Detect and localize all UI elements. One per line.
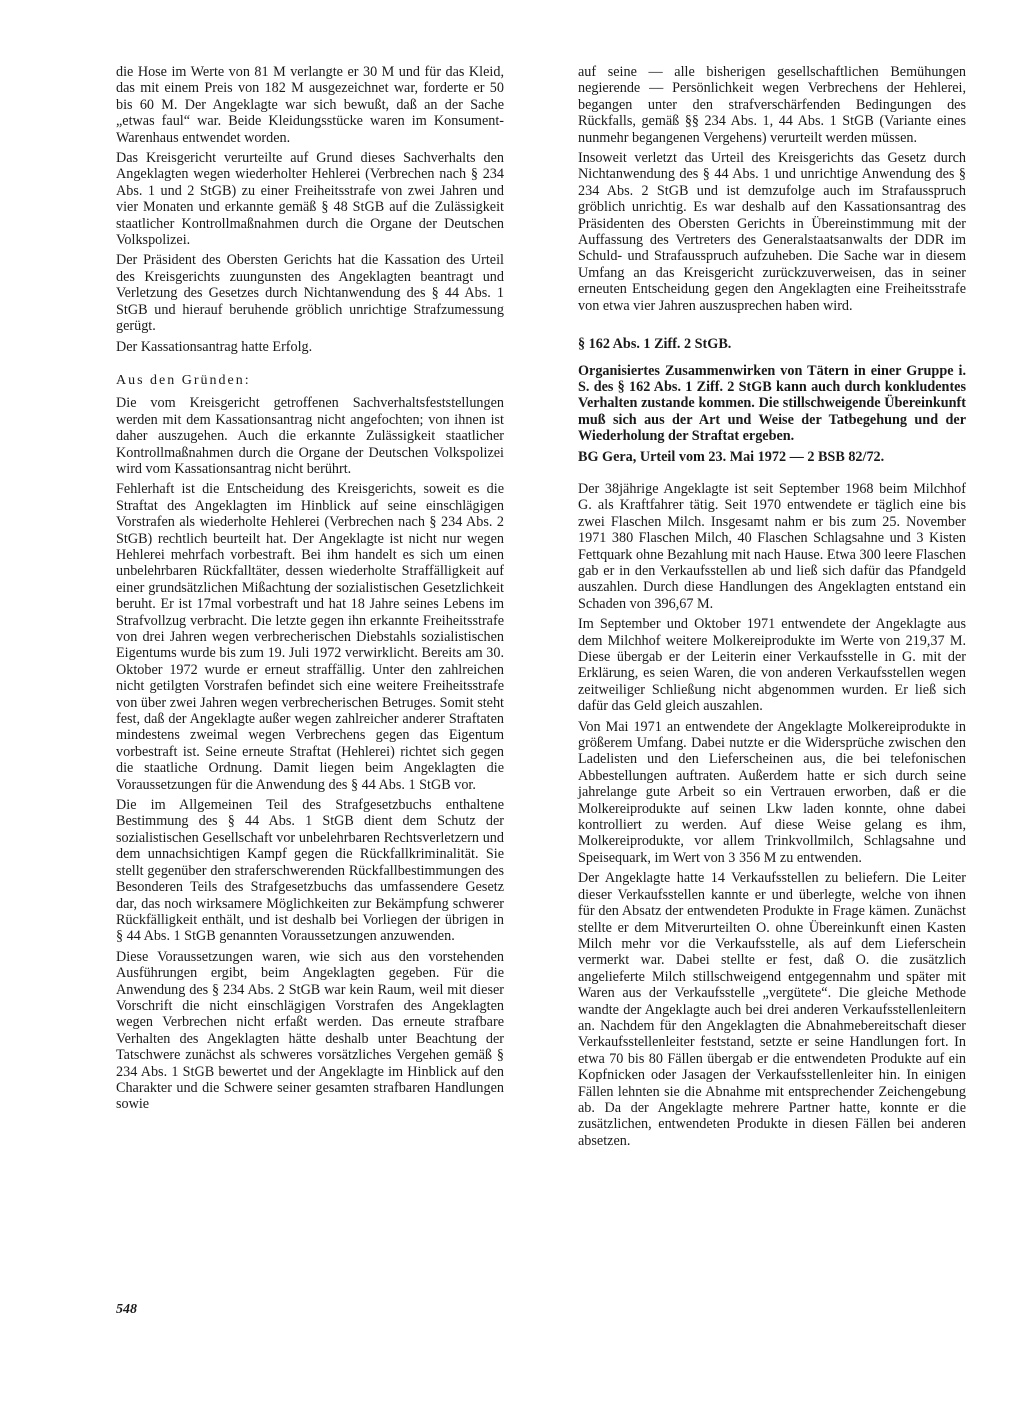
statute-reference: § 162 Abs. 1 Ziff. 2 StGB. [578,336,732,353]
section-heading: Aus den Gründen: [116,372,251,388]
paragraph: Das Kreisgericht verurteilte auf Grund dieses Sachverhalts den Angeklagten wegen wiederholter Hehlerei (Verbrechen nach § 234 Abs. 1 und 2 StGB) zu einer Freiheitsstrafe von zwei Jahren und vier Monaten und erkannte gemäß § 48 StGB auf die Zulässigkeit staatlicher Kontrollmaßnahmen durch die Organe der Deutschen Volkspolizei. [116,150,504,249]
paragraph: Die im Allgemeinen Teil des Strafgesetzbuchs enthaltene Bestimmung des § 44 Abs. 1 StGB dient dem Schutz der sozialistischen Gesellschaft vor unbelehrbaren Rechtsverletzern und dem unnachsichtigen Kampf gegen die Rückfallkriminalität. Sie stellt gegenüber den straferschwerenden Rückfallbestimmungen des Besonderen Teils des Strafgesetzbuchs das umfassendere Gesetz dar, das noch wirksamere Möglichkeiten zur Bekämpfung schwerer Rückfälligkeit enthält, und ist deshalb bei Vorliegen der übrigen in § 44 Abs. 1 StGB genannten Voraussetzungen anzuwenden. [116,797,504,945]
left-column [116,64,504,1153]
paragraph: Fehlerhaft ist die Entscheidung des Kreisgerichts, soweit es die Straftat des Angeklagten im Hinblick auf seine einschlägigen Vorstrafen als wiederholte Hehlerei (Verbrechen nach § 234 Abs. 2 StGB) rechtlich beurteilt hat. Der Angeklagte ist nicht nur wegen Hehlerei mehrfach vorbestraft. Bei ihm handelt es sich um einen unbelehrbaren Rückfalltäter, dessen wiederholte Straffälligkeit auf einer grundsätzlichen Mißachtung der sozialistischen Gesetzlichkeit beruht. Er ist 17mal vorbestraft und hat 18 Jahre seines Lebens im Strafvollzug verbracht. Die letzte gegen ihn erkannte Freiheitsstrafe von drei Jahren wegen verbrecherischen Diebstahls sozialistischen Eigentums wurde bis zum 19. Juli 1972 verwirklicht. Bereits am 30. Oktober 1972 wurde er erneut straffällig. Unter den zahlreichen nicht getilgten Vorstrafen befindet sich eine weitere Freiheitsstrafe von über zwei Jahren wegen verbrecherischen Betruges. Somit steht fest, daß der Angeklagte außer wegen zahlreicher anderer Straftaten mindestens zweimal wegen Verbrechens gegen das Eigentum vorbestraft ist. Seine erneute Straftat (Hehlerei) richtet sich gegen die staatliche Ordnung. Damit liegen beim Angeklagten die Voraussetzungen für die Anwendung des § 44 Abs. 1 StGB vor. [116,481,504,793]
paragraph: Von Mai 1971 an entwendete der Angeklagte Molkereiprodukte in größerem Umfang. Dabei nutzte er die Widersprüche zwischen den Ladelisten und den Lieferscheinen aus, die bei telefonischen Abbestellungen auftraten. Außerdem hatte er sich durch seine jahrelange gute Arbeit so ein Vertrauen erworben, daß er die Molkereiprodukte auf seinen Lkw laden konnte, ohne dabei kontrolliert zu werden. Auf diese Weise gelang es ihm, Molkereiprodukte, vor allem Trinkvollmilch, Schlagsahne und Speisequark, im Wert von 3 356 M zu entwenden. [578,718,966,866]
right-column [578,64,966,1153]
paragraph: Der Präsident des Obersten Gerichts hat die Kassation des Urteil des Kreisgerichts zuungunsten des Angeklagten beantragt und Verletzung des Gesetzes durch Nichtanwendung des § 44 Abs. 1 StGB und hierauf beruhende gröblich unrichtige Strafzumessung gerügt. [116,252,504,335]
paragraph: Diese Voraussetzungen waren, wie sich aus den vorstehenden Ausführungen ergibt, beim Angeklagten gegeben. Für die Anwendung des § 234 Abs. 2 StGB war kein Raum, weil mit dieser Vorschrift die nicht einschlägigen Vorstrafen des Angeklagten wegen Verbrechen nicht erfaßt werden. Das erneute strafbare Verhalten des Angeklagten hätte deshalb unter Beachtung der Tatschwere zunächst als schweres vorsätzliches Vergehen gemäß § 234 Abs. 1 StGB bewertet und der Angeklagte im Hinblick auf den Charakter und die Schwere seiner gesamten strafbaren Handlungen sowie [116,948,504,1113]
paragraph: die Hose im Werte von 81 M verlangte er 30 M und für das Kleid, das mit einem Preis von 182 M ausgezeichnet war, forderte er 50 bis 60 M. Der Angeklagte war sich bewußt, daß an der Sache „etwas faul“ war. Beide Kleidungsstücke waren im Konsument-Warenhaus entwendet worden. [116,64,504,146]
paragraph: Der 38jährige Angeklagte ist seit September 1968 beim Milchhof G. als Kraftfahrer tätig. Seit 1970 entwendete er täglich eine bis zwei Flaschen Milch. Insgesamt nahm er bis zum 25. November 1971 380 Flaschen Milch, 40 Flaschen Schlagsahne und 3 Kisten Fettquark ohne Bezahlung mit nach Hause. Etwa 300 leere Flaschen gab er in den Verkaufsstellen ab und ließ sich dafür das Pfandgeld auszahlen. Durch diese Handlungen des Angeklagten entstand ein Schaden von 396,67 M. [578,480,966,612]
paragraph: Insoweit verletzt das Urteil des Kreisgerichts das Gesetz durch Nichtanwendung des § 44 Abs. 1 und unrichtige Anwendung des § 234 Abs. 2 StGB und ist demzufolge auch im Strafausspruch gröblich unrichtig. Es war deshalb auf den Kassationsantrag des Präsidenten des Obersten Gerichts in Übereinstimmung mit der Auffassung des Vertreters des Generalstaatsanwalts der DDR im Schuld- und Strafausspruch aufzuheben. Die Sache war in diesem Umfang an das Kreisgericht zurückzuverweisen, das in seiner erneuten Entscheidung gegen den Angeklagten eine Freiheitsstrafe von etwa vier Jahren auszusprechen haben wird. [578,150,966,314]
paragraph: Im September und Oktober 1971 entwendete der Angeklagte aus dem Milchhof weitere Molkereiprodukte im Werte von 219,37 M. Diese übergab er der Leiterin einer Verkaufsstelle in G. mit der Erklärung, es seien Waren, die von anderen Verkaufsstellen wegen zeitweiliger Schließung nicht abgenommen wurden. Er ließ sich dafür das Geld gleich auszahlen. [578,616,966,715]
two-column-layout [116,64,966,1153]
case-citation: BG Gera, Urteil vom 23. Mai 1972 — 2 BSB 82/72. [578,448,885,465]
page-number: 548 [116,1302,137,1317]
paragraph: auf seine — alle bisherigen gesellschaftlichen Bemühungen negierende — Persönlichkeit wegen Verbrechens der Hehlerei, begangen unter den strafverschärfenden Bedingungen des Rückfalls, gemäß §§ 234 Abs. 1, 44 Abs. 1 StGB (Variante eines nunmehr begangenen Vergehens) verurteilt werden müssen. [578,64,966,146]
headnote: Organisiertes Zusammenwirken von Tätern in einer Gruppe i. S. des § 162 Abs. 1 Ziff. 2 StGB kann auch durch konkludentes Verhalten zustande kommen. Die stillschweigende Übereinkunft muß sich aus der Art und Weise der Tatbegehung und der Wiederholung der Straftat ergeben. [578,362,966,445]
paragraph: Die vom Kreisgericht getroffenen Sachverhaltsfeststellungen werden mit dem Kassationsantrag nicht angefochten; von ihnen ist daher auszugehen. Auch die erkannte Zulässigkeit staatlicher Kontrollmaßnahmen durch die Organe der Deutschen Volkspolizei wird vom Kassationsantrag nicht berührt. [116,395,504,477]
paragraph: Der Kassationsantrag hatte Erfolg. [116,338,313,355]
paragraph: Der Angeklagte hatte 14 Verkaufsstellen zu beliefern. Die Leiter dieser Verkaufsstellen kannte er und überlegte, welche von ihnen für den Absatz der entwendeten Produkte in Frage kämen. Zunächst stellte er dem Mitverurteilten O. ohne Übereinkunft einen Kasten Milch mehr vor die Verkaufsstelle, als auf dem Lieferschein vermerkt war. Dabei stellte er fest, daß O. die zusätzlich angelieferte Milch stillschweigend entgegennahm und später mit Waren aus der Verkaufsstelle „vergütete“. Die gleiche Methode wandte der Angeklagte auch bei drei anderen Verkaufsstellenleitern an. Nachdem für den Angeklagten die Abnahmebereitschaft dieser Verkaufsstellenleiter feststand, setzte er seine Handlungen fort. In etwa 70 bis 80 Fällen übergab er die entwendeten Produkte auf ein Kopfnicken oder Jasagen der Verkaufsstellenleiter hin. In einigen Fällen lehnten sie die Abnahme mit entsprechender Zeichengebung ab. Da der Angeklagte mehrere Partner hatte, konnte er die zusätzlichen, entwendeten Produkte in diesen Fällen bei anderen absetzen. [578,870,966,1149]
